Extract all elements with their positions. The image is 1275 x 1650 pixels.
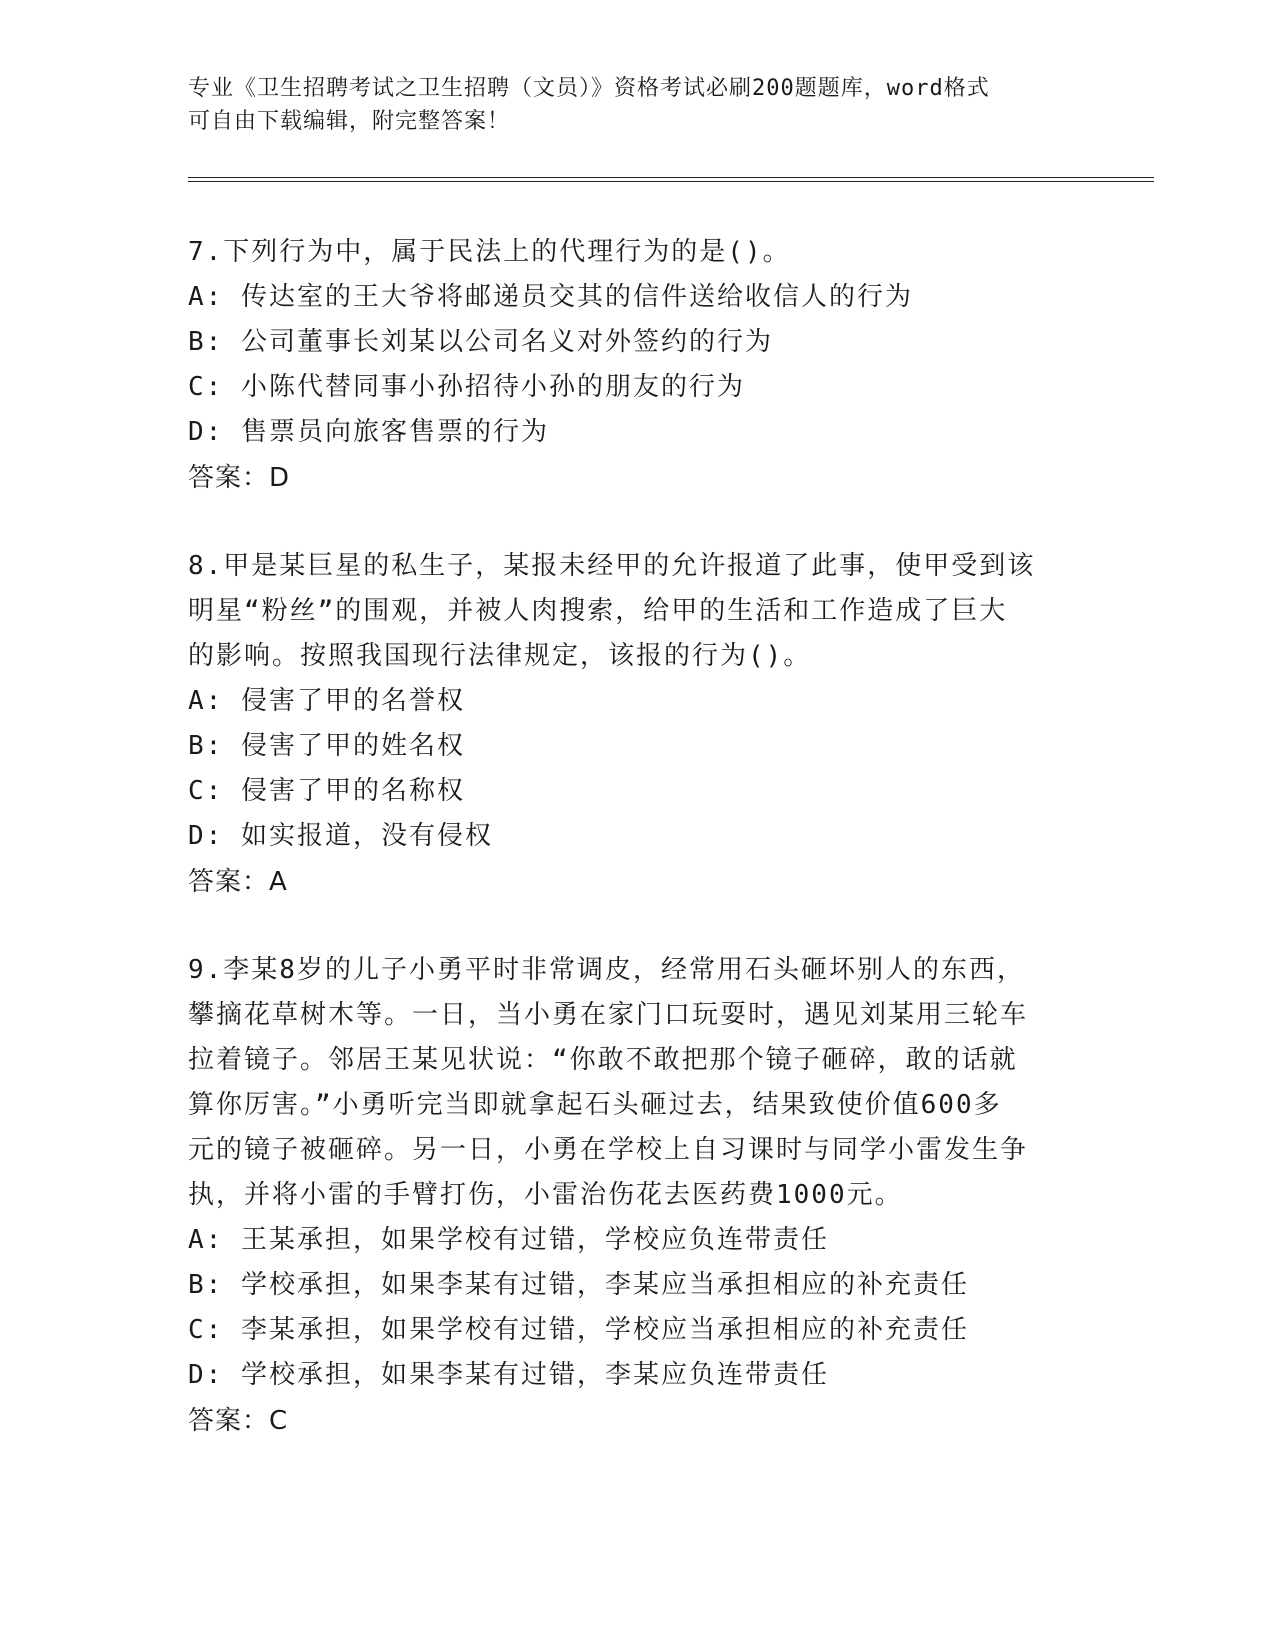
page-header bbox=[188, 72, 1068, 138]
option-b: B: 公司董事长刘某以公司名义对外签约的行为 bbox=[188, 327, 773, 357]
option-d: D: 学校承担，如果李某有过错，李某应负连带责任 bbox=[188, 1360, 829, 1390]
option-c: C: 小陈代替同事小孙招待小孙的朋友的行为 bbox=[188, 372, 745, 402]
question-list bbox=[188, 230, 1068, 1487]
question-stem: 执，并将小雷的手臂打伤，小雷治伤花去医药费1000元。 bbox=[188, 1180, 903, 1210]
question-stem: 拉着镜子。邻居王某见状说：“你敢不敢把那个镜子砸碎，敢的话就 bbox=[188, 1045, 1018, 1075]
option-b: B: 学校承担，如果李某有过错，李某应当承担相应的补充责任 bbox=[188, 1270, 969, 1300]
question-stem: 9.李某8岁的儿子小勇平时非常调皮，经常用石头砸坏别人的东西， bbox=[188, 955, 1025, 985]
option-a: A: 王某承担，如果学校有过错，学校应负连带责任 bbox=[188, 1225, 829, 1255]
question-8 bbox=[188, 544, 1068, 905]
question-stem: 明星“粉丝”的围观，并被人肉搜索，给甲的生活和工作造成了巨大 bbox=[188, 596, 1008, 626]
question-stem: 7.下列行为中，属于民法上的代理行为的是()。 bbox=[188, 237, 791, 267]
header-title-line-1: 专业《卫生招聘考试之卫生招聘（文员）》资格考试必刷200题题库，word格式 bbox=[188, 76, 990, 101]
question-stem: 算你厉害。”小勇听完当即就拿起石头砸过去，结果致使价值600多 bbox=[188, 1090, 1002, 1120]
option-d: D: 售票员向旅客售票的行为 bbox=[188, 417, 549, 447]
question-stem: 攀摘花草树木等。一日，当小勇在家门口玩耍时，遇见刘某用三轮车 bbox=[188, 1000, 1029, 1030]
answer: 答案：A bbox=[188, 867, 288, 897]
question-7 bbox=[188, 230, 1068, 501]
answer: 答案：D bbox=[188, 463, 291, 493]
option-b: B: 侵害了甲的姓名权 bbox=[188, 731, 465, 761]
question-9 bbox=[188, 948, 1068, 1444]
option-a: A: 侵害了甲的名誉权 bbox=[188, 686, 465, 716]
option-c: C: 李某承担，如果学校有过错，学校应当承担相应的补充责任 bbox=[188, 1315, 969, 1345]
question-stem: 8.甲是某巨星的私生子，某报未经甲的允许报道了此事，使甲受到该 bbox=[188, 551, 1036, 581]
answer: 答案：C bbox=[188, 1406, 289, 1436]
option-a: A: 传达室的王大爷将邮递员交其的信件送给收信人的行为 bbox=[188, 282, 913, 312]
question-stem: 元的镜子被砸碎。另一日，小勇在学校上自习课时与同学小雷发生争 bbox=[188, 1135, 1029, 1165]
question-stem: 的影响。按照我国现行法律规定，该报的行为()。 bbox=[188, 641, 812, 671]
option-d: D: 如实报道，没有侵权 bbox=[188, 821, 493, 851]
header-divider bbox=[188, 177, 1154, 182]
header-title-line-2: 可自由下载编辑，附完整答案！ bbox=[188, 109, 511, 134]
option-c: C: 侵害了甲的名称权 bbox=[188, 776, 465, 806]
